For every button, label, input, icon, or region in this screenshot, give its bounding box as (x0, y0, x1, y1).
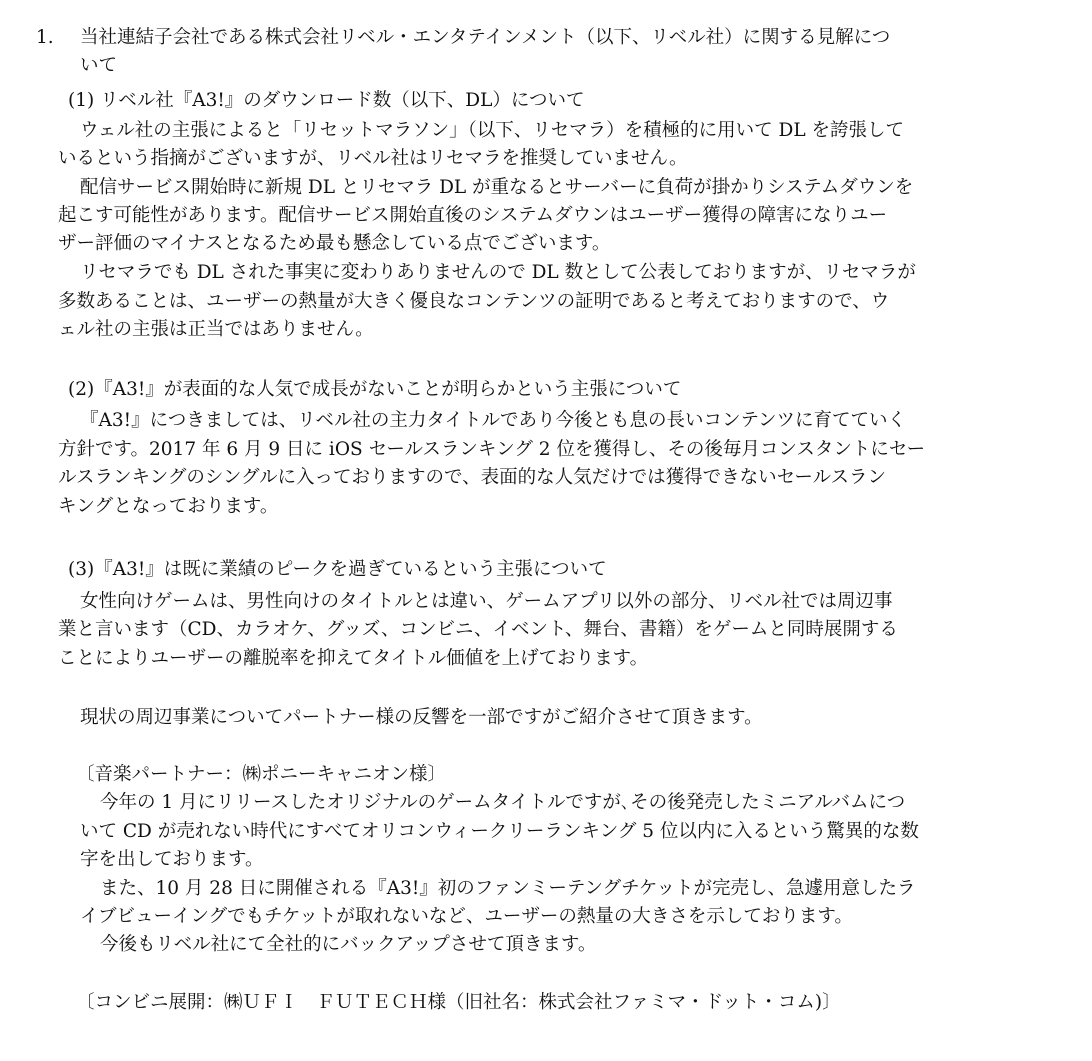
music-p1-line: いて CD が売れない時代にすべてオリコンウィークリーランキング 5 位以内に入るという驚異的な数 (80, 821, 919, 842)
item3-p1-line: 業と言います（CD、カラオケ、グッズ、コンビニ、イベント、舞台、書籍）をゲームと同時展開する (58, 619, 898, 640)
item1-p3-line: 多数あることは、ユーザーの熱量が大きく優良なコンテンツの証明であると考えておりますので、ウ (58, 291, 890, 312)
item3-intro: 現状の周辺事業についてパートナー様の反響を一部ですがご紹介させて頂きます。 (80, 707, 763, 728)
music-p2-line: イブビューイングでもチケットが取れないなど、ユーザーの熱量の大きさを示しております。 (80, 906, 853, 927)
music-partner-heading: 〔音楽パートナー：㈱ポニーキャニオン様〕 (76, 764, 447, 785)
item3-p1-line: ことによりユーザーの離脱率を抑えてタイトル価値を上げております。 (58, 648, 649, 669)
section-heading-line-1: 当社連結子会社である株式会社リベル・エンタテインメント（以下、リベル社）に関する見解につ (80, 27, 891, 48)
item2-heading: (2)『A3!』が表面的な人気で成長がないことが明らかという主張について (68, 379, 682, 400)
music-p1-line: 今年の 1 月にリリースしたオリジナルのゲームタイトルですが､その後発売したミニアルバムにつ (100, 792, 906, 813)
section-heading-line-2: いて (80, 55, 118, 76)
item1-p2-line: ザー評価のマイナスとなるため最も懸念している点でございます。 (58, 233, 611, 254)
item1-p2-line: 起こす可能性があります。配信サービス開始直後のシステムダウンはユーザー獲得の障害になりユー (58, 205, 888, 226)
item1-p1-line: ウェル社の主張によると「リセットマラソン」（以下、リセマラ）を積極的に用いて DL を誇張して (80, 120, 905, 141)
item1-p2-line: 配信サービス開始時に新規 DL とリセマラ DL が重なるとサーバーに負荷が掛かりシステムダウンを (80, 177, 914, 198)
section-number: 1. (36, 27, 54, 48)
item2-p1-line: 方針です。2017 年 6 月 9 日に iOS セールスランキング 2 位を獲得し、その後毎月コンスタントにセー (58, 439, 926, 460)
music-p3-line: 今後もリベル社にて全社的にバックアップさせて頂きます。 (100, 934, 597, 955)
conveni-partner-heading: 〔コンビニ展開：㈱ＵＦＩ ＦＵＴＥＣＨ様（旧社名：株式会社ファミマ・ドット・コム)〕 (76, 992, 841, 1013)
item1-p3-line: ェル社の主張は正当ではありません。 (58, 319, 374, 340)
item3-p1-line: 女性向けゲームは、男性向けのタイトルとは違い、ゲームアプリ以外の部分、リベル社では周辺事 (80, 591, 893, 612)
item1-p3-line: リセマラでも DL された事実に変わりありませんので DL 数として公表しておりますが、リセマラが (80, 262, 916, 283)
item2-p1-line: キングとなっております。 (58, 496, 279, 517)
item2-p1-line: 『A3!』につきましては、リベル社の主力タイトルであり今後とも息の長いコンテンツに育てていく (80, 410, 907, 431)
item3-heading: (3)『A3!』は既に業績のピークを過ぎているという主張について (68, 559, 607, 580)
item1-p1-line: いるという指摘がございますが、リベル社はリセマラを推奨していません。 (58, 148, 688, 169)
item1-heading: (1) リベル社『A3!』のダウンロード数（以下、DL）について (68, 90, 585, 111)
music-p2-line: また、10 月 28 日に開催される『A3!』初のファンミーテングチケットが完売し、急遽用意したラ (100, 878, 916, 899)
item2-p1-line: ルスランキングのシングルに入っておりますので、表面的な人気だけでは獲得できないセールスラン (58, 467, 886, 488)
music-p1-line: 字を出しております。 (80, 849, 264, 870)
